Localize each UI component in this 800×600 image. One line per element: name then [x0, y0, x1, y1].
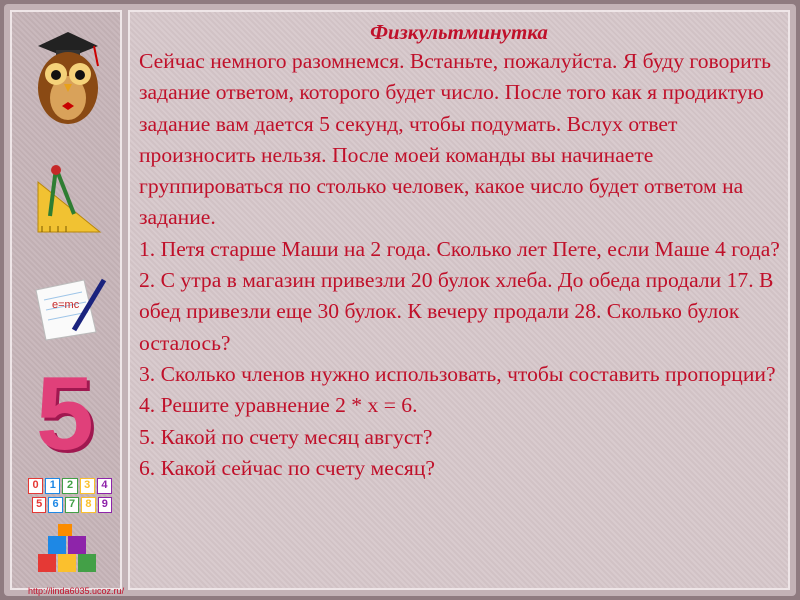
number-block: 0 — [28, 478, 43, 494]
sidebar-decoration — [10, 10, 125, 596]
task-item: 4. Решите уравнение 2 * х = 6. — [139, 393, 418, 418]
number-block: 2 — [62, 478, 77, 494]
task-item: 6. Какой сейчас по счету месяц? — [139, 455, 435, 480]
number-block: 6 — [48, 497, 62, 513]
number-block: 8 — [81, 497, 95, 513]
task-item: 2. С утра в магазин привезли 20 булок хлеба. До обеда продали 17. В обед привезли еще 30 булок. К вечеру продали 28. Сколько булок осталось? — [139, 268, 774, 355]
number-block: 9 — [98, 497, 112, 513]
task-item: 5. Какой по счету месяц август? — [139, 424, 433, 449]
owl-graduate-icon — [28, 24, 108, 128]
compass-ruler-icon — [34, 162, 104, 238]
number-five-icon: 5 — [36, 356, 94, 472]
slide-content — [128, 10, 790, 590]
toy-cubes-icon — [34, 524, 106, 576]
slide-text — [139, 46, 785, 484]
intro-paragraph: Сейчас немного разомнемся. Встаньте, пожалуйста. Я буду говорить задание ответом, которого будет число. После того как я продиктую задание вам дается 5 секунд, чтобы подумать. Вслух ответ произносить нельзя. После моей команды вы начинаете группироваться по столько человек, какое число будет ответом на задание. — [139, 49, 772, 230]
site-url: http://linda6035.ucoz.ru/ — [28, 586, 125, 596]
slide-title: Физкультминутка — [370, 20, 548, 44]
number-block: 1 — [45, 478, 60, 494]
svg-text:e=mc: e=mc — [52, 299, 80, 311]
number-block: 7 — [65, 497, 79, 513]
notepad-pen-icon — [30, 274, 108, 344]
task-item: 1. Петя старше Маши на 2 года. Сколько лет Пете, если Маше 4 года? — [139, 236, 780, 261]
task-item: 3. Сколько членов нужно использовать, чтобы составить пропорции? — [139, 361, 776, 386]
number-block: 3 — [80, 478, 95, 494]
number-block: 5 — [32, 497, 46, 513]
number-blocks-icon — [28, 478, 112, 513]
number-block: 4 — [97, 478, 112, 494]
